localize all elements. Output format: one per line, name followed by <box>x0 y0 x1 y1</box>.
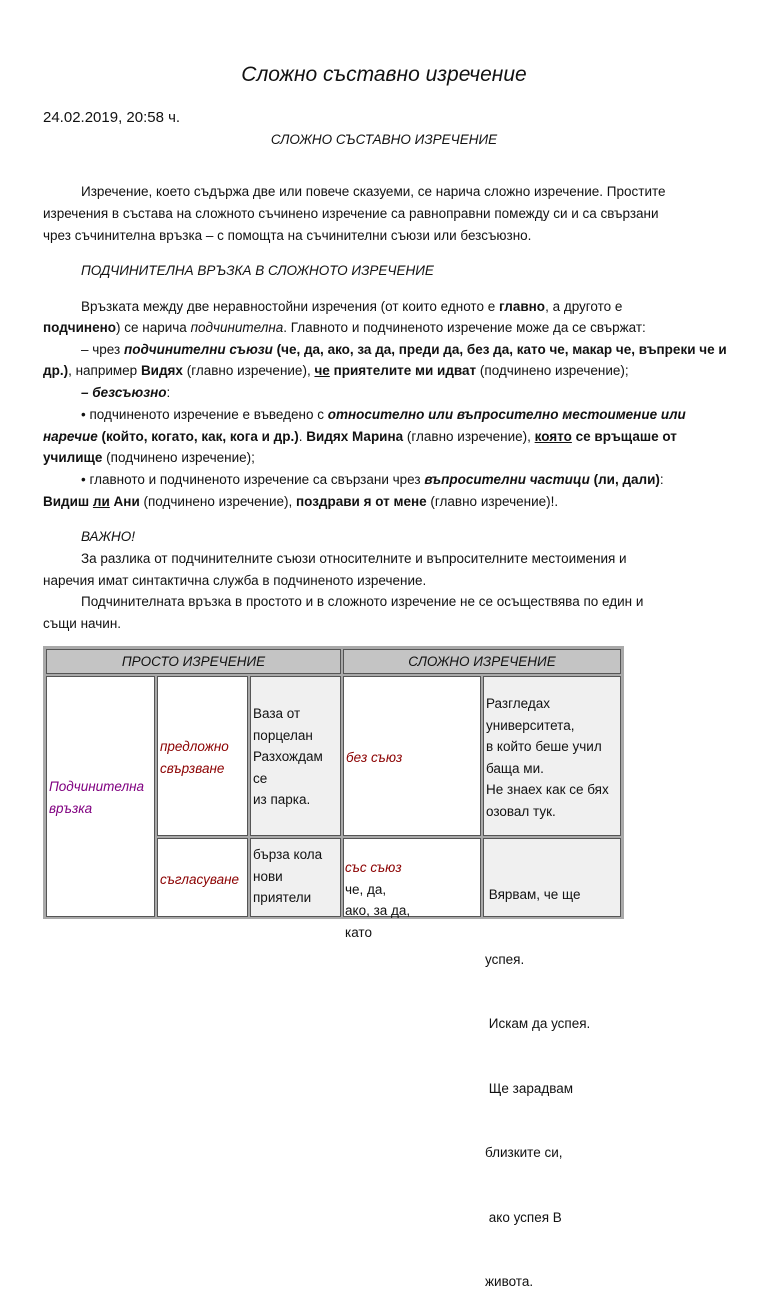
conjunction-line: ако, за да, <box>345 903 411 918</box>
example-line: баща ми. <box>486 760 544 776</box>
table-header-complex: СЛОЖНО ИЗРЕЧЕНИЕ <box>343 649 621 674</box>
text-run: че <box>314 363 330 378</box>
text-run: (главно изречение), <box>403 429 535 444</box>
text-run: (който, когато, как, кога и др.) <box>97 429 299 444</box>
example-line: успея. <box>485 951 525 967</box>
text-run: която <box>534 429 572 444</box>
complex-type-label: без съюз <box>346 750 403 765</box>
example-line: се <box>253 770 268 786</box>
complex-type-label: със съюз <box>345 860 402 875</box>
important-label: ВАЖНО! <box>81 529 135 544</box>
example-line: живота. <box>485 1274 534 1289</box>
important-line: наречия имат синтактична служба в подчиненото изречение. <box>43 573 427 588</box>
simple-example-cell <box>250 838 341 917</box>
text-run: . <box>298 429 307 444</box>
text-run: • главното и подчиненото изречение са свързани чрез <box>81 472 425 487</box>
document-date: 24.02.2019, 20:58 ч. <box>43 109 181 126</box>
text-run: Видях <box>140 363 183 378</box>
example-line: Разгледах <box>486 696 550 711</box>
relation-type-line: предложно <box>160 739 229 754</box>
text-run: , например <box>68 363 141 378</box>
text-run: Връзката между две неравностойни изречения (от които едното е <box>81 299 499 314</box>
text-run: – безсъюзно <box>81 385 167 400</box>
row-label-line: Подчинителна <box>49 779 145 794</box>
conjunction-cell-text <box>345 857 410 943</box>
relation-type-cell <box>157 676 248 836</box>
text-run: (главно изречение)!. <box>426 494 559 509</box>
example-line: бърза кола <box>253 847 323 862</box>
text-run: подчинено <box>43 320 116 335</box>
example-line: в който беше учил <box>486 739 602 754</box>
intro-line: изречения в състава на сложното съчинено изречение са равноправни помежду си и са свързани <box>43 206 659 221</box>
example-line: Искам да успея. <box>485 1016 591 1031</box>
text-run: приятелите ми идват <box>329 363 477 378</box>
row-label-cell <box>46 676 155 917</box>
text-run: • подчиненото изречение е въведено с <box>81 407 328 422</box>
intro-line: чрез съчинителна връзка – с помощта на съчинителни съюзи или безсъюзно. <box>43 228 532 243</box>
document-subtitle: СЛОЖНО СЪСТАВНО ИЗРЕЧЕНИЕ <box>270 132 498 147</box>
complex-example-cell <box>483 676 621 836</box>
text-run: (подчинено изречение), <box>139 494 296 509</box>
text-run: – чрез <box>81 342 124 357</box>
page-title: Сложно съставно изречение <box>241 63 527 86</box>
relation-type-cell <box>157 838 248 917</box>
important-line: същи начин. <box>43 616 122 631</box>
text-run: (че, да, ако, за да, преди да, без да, като че, макар че, въпреки че и <box>272 342 727 357</box>
complex-type-cell <box>343 676 481 836</box>
example-line: приятели <box>253 890 312 905</box>
text-run: (главно изречение), <box>182 363 315 378</box>
text-run: въпросителни частици <box>424 472 590 487</box>
example-line: близките си, <box>485 1145 563 1160</box>
text-run: Видях Марина <box>306 429 404 444</box>
table-header-simple: ПРОСТО ИЗРЕЧЕНИЕ <box>46 649 341 674</box>
example-line: нови <box>253 868 283 884</box>
example-line: Не знаех как се бях <box>486 782 609 797</box>
text-run: др.) <box>43 363 69 378</box>
text-run: наречие <box>43 429 98 444</box>
text-run: (ли, дали) <box>589 472 660 487</box>
row-label-line: връзка <box>49 800 93 816</box>
text-run: Ани <box>109 494 140 509</box>
example-line: Вярвам, че ще <box>485 887 581 902</box>
intro-line: Изречение, което съдържа две или повече сказуеми, се нарича сложно изречение. Простите <box>81 184 666 199</box>
text-run: : <box>659 472 664 487</box>
text-run: . Главното и подчиненото изречение може да се свържат: <box>283 320 646 335</box>
important-line: Подчинителната връзка в простото и в сложното изречение не се осъществява по един и <box>81 594 644 609</box>
text-run: училище <box>43 450 103 465</box>
text-run: подчинителни съюзи <box>123 342 273 357</box>
text-run: ) се нарича <box>116 320 191 335</box>
simple-example-cell <box>250 676 341 836</box>
text-run: (подчинено изречение); <box>102 450 255 465</box>
example-line: Ще зарадвам <box>485 1080 574 1096</box>
text-run: , а другото е <box>545 299 623 314</box>
text-run: : <box>166 385 171 400</box>
example-line: университета, <box>486 717 575 733</box>
important-line: За разлика от подчинителните съюзи относителните и въпросителните местоимения и <box>81 551 627 566</box>
text-run: главно <box>498 299 546 314</box>
complex-example-text <box>485 841 590 1314</box>
text-run: ли <box>92 494 110 509</box>
text-run: относително или въпросително местоимение или <box>327 407 686 422</box>
text-run: (подчинено изречение); <box>476 363 629 378</box>
example-line: порцелан <box>253 727 313 743</box>
conjunction-line: като <box>345 924 372 940</box>
text-run: подчинителна <box>190 320 284 335</box>
text-run: Видиш <box>43 494 93 509</box>
relation-type-line: съгласуване <box>160 872 240 887</box>
relation-type-line: свързване <box>160 760 225 776</box>
section-heading: ПОДЧИНИТЕЛНА ВРЪЗКА В СЛОЖНОТО ИЗРЕЧЕНИЕ <box>81 263 434 278</box>
conjunction-line: че, да, <box>345 881 387 897</box>
text-run: поздрави я от мене <box>296 494 427 509</box>
example-line: Разхождам <box>253 749 323 764</box>
example-line: Ваза от <box>253 706 301 721</box>
example-line: из парка. <box>253 792 311 807</box>
example-line: ако успея В <box>485 1209 562 1225</box>
text-run: се връщаше от <box>571 429 677 444</box>
example-line: озовал тук. <box>486 803 556 819</box>
